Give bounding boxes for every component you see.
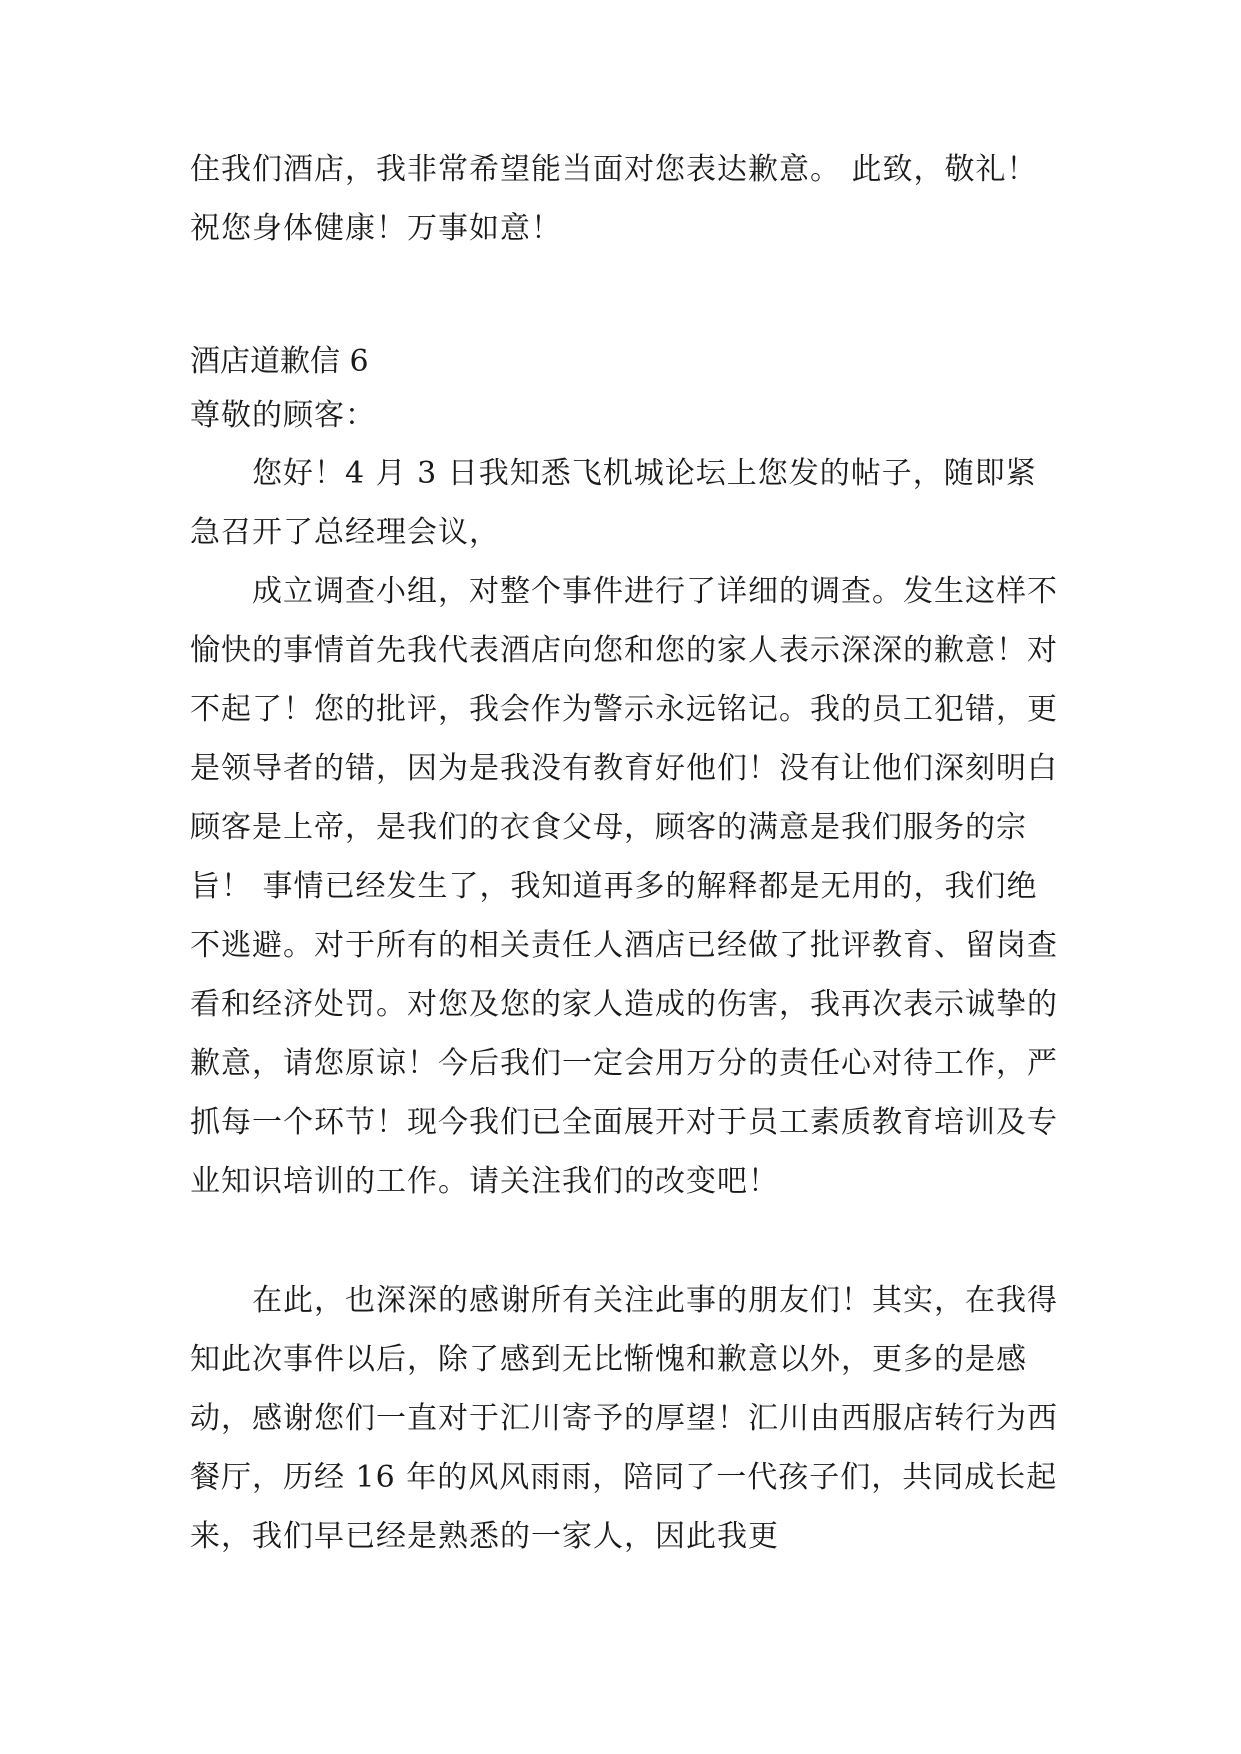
- paragraph-greeting: 您好！4 月 3 日我知悉飞机城论坛上您发的帖子，随即紧急召开了总经理会议，: [190, 456, 1037, 550]
- salutation: 尊敬的顾客：: [190, 398, 376, 433]
- paragraph-investigation: 成立调查小组，对整个事件进行了详细的调查。发生这样不愉快的事情首先我代表酒店向您和您的家人表示深深的歉意！对不起了！您的批评，我会作为警示永远铭记。我的员工犯错，更是领导者的错，因为是我没有教育好他们！没有让他们深刻明白顾客是上帝，是我们的衣食父母，顾客的满意是我们服务的宗旨！ 事情已经发生了，我知道再多的解释都是无用的，我们绝不逃避。对于所有的相关责任人酒店已经做了批评教育、留岗查看和经济处罚。对您及您的家人造成的伤害，我再次表示诚挚的歉意，请您原谅！今后我们一定会用万分的责任心对待工作，严抓每一个环节！现今我们已全面展开对于员工素质教育培训及专业知识培训的工作。请关注我们的改变吧！: [190, 574, 1058, 1199]
- paragraph-thanks: 在此，也深深的感谢所有关注此事的朋友们！其实，在我得知此次事件以后，除了感到无比惭愧和歉意以外，更多的是感动，感谢您们一直对于汇川寄予的厚望！汇川由西服店转行为西餐厅，历经 16 年的风风雨雨，陪同了一代孩子们，共同成长起来，我们早已经是熟悉的一家人，因此我更: [190, 1283, 1058, 1554]
- top-paragraph: 住我们酒店，我非常希望能当面对您表达歉意。 此致，敬礼！祝您身体健康！万事如意！: [190, 152, 1038, 246]
- letter-title: 酒店道歉信 6: [190, 344, 369, 379]
